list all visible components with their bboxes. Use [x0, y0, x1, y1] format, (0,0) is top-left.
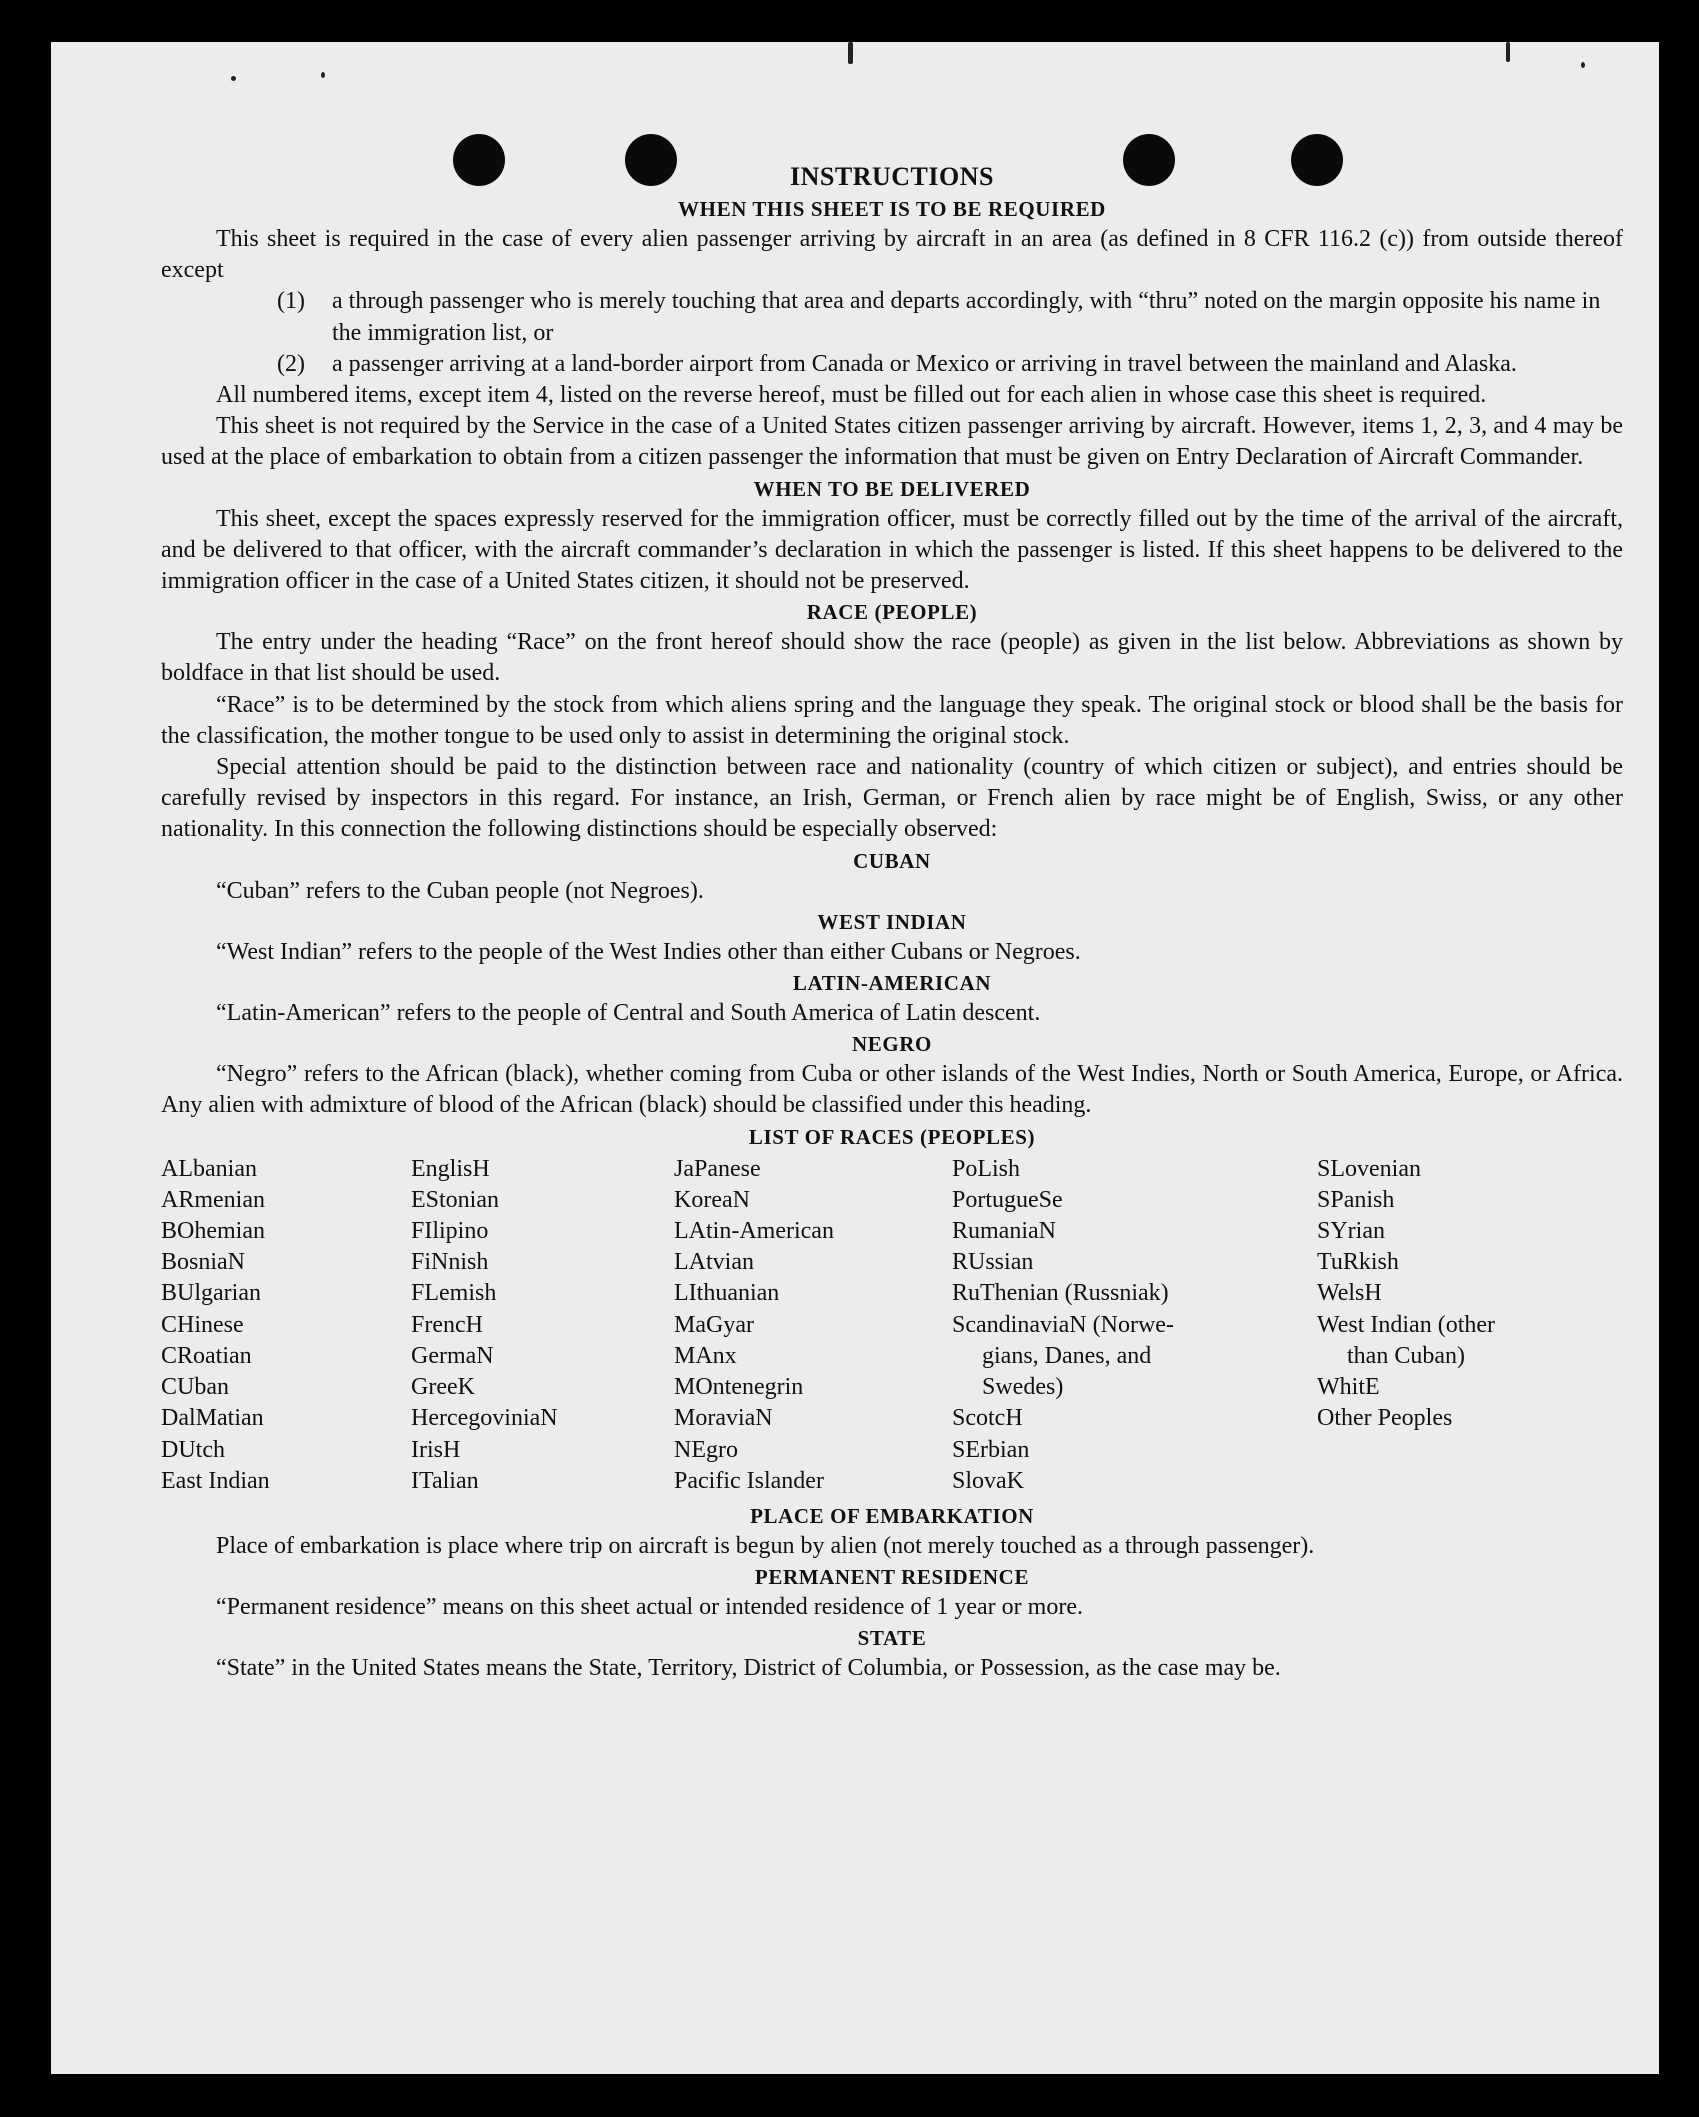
race-item: Other Peoples [1317, 1405, 1453, 1432]
race-item: FLemish [411, 1280, 497, 1307]
race-item: FrencH [411, 1311, 483, 1338]
paragraph: Special attention should be paid to the distinction between race and nationality (country of which citizen or subject), and entries should be carefully revised by inspectors in this regard. For instance, an Irish, German, or French alien by race might be of English, Swiss, or any other nationality. In this connection the following distinctions should be especially observed: [161, 754, 1623, 843]
race-item: NEgro [674, 1436, 738, 1463]
race-item: RumaniaN [952, 1218, 1056, 1245]
race-item: ARmenian [161, 1186, 265, 1213]
instructions-text [161, 160, 1623, 1685]
race-item: than Cuban) [1347, 1342, 1465, 1369]
section-title-required: WHEN THIS SHEET IS TO BE REQUIRED [678, 197, 1106, 221]
paragraph: This sheet is required in the case of every alien passenger arriving by aircraft in an area (as defined in 8 CFR 116.2 (c)) from outside thereof except [161, 226, 1623, 284]
speck [231, 76, 236, 81]
race-item: BUlgarian [161, 1280, 261, 1307]
item-number: (1) [277, 288, 305, 315]
race-item: LAtvian [674, 1249, 754, 1276]
race-item: FiNnish [411, 1249, 489, 1276]
race-item: WhitE [1317, 1374, 1380, 1401]
race-item: GermaN [411, 1342, 494, 1369]
section-title-residence: PERMANENT RESIDENCE [754, 1565, 1030, 1590]
document-page [51, 42, 1659, 2074]
race-item: SLovenian [1317, 1155, 1421, 1182]
paragraph: This sheet is not required by the Service in the case of a United States citizen passenger arriving by aircraft. However, items 1, 2, 3, and 4 may be used at the place of embarkation to obtain from a citizen passenger the information that must be given on Entry Declaration of Aircraft Commander. [161, 413, 1623, 471]
section-title-state: STATE [857, 1626, 927, 1651]
race-item: SlovaK [952, 1467, 1024, 1494]
paragraph: “Cuban” refers to the Cuban people (not Negroes). [216, 877, 704, 904]
race-column [1317, 1154, 1617, 1497]
race-item: SErbian [952, 1436, 1030, 1463]
race-item: BOhemian [161, 1218, 265, 1245]
race-item: PortugueSe [952, 1186, 1063, 1213]
race-item: ScandinaviaN (Norwe- [952, 1311, 1174, 1338]
paragraph: Place of embarkation is place where trip on aircraft is begun by alien (not merely touched as a through passenger). [216, 1532, 1315, 1559]
section-title-negro: NEGRO [851, 1032, 932, 1057]
race-column [952, 1154, 1317, 1497]
race-item: PoLish [952, 1155, 1021, 1182]
race-item: DUtch [161, 1436, 225, 1463]
race-item: Swedes) [982, 1374, 1064, 1401]
race-item: CHinese [161, 1311, 244, 1338]
race-item: ITalian [411, 1467, 479, 1494]
race-item: LIthuanian [674, 1280, 780, 1307]
race-item: RUssian [952, 1249, 1034, 1276]
paragraph: “Latin-American” refers to the people of Central and South America of Latin descent. [216, 1000, 1041, 1027]
race-item: SPanish [1317, 1186, 1395, 1213]
race-item: EStonian [411, 1186, 499, 1213]
race-item: GreeK [411, 1374, 475, 1401]
race-item: RuThenian (Russniak) [952, 1280, 1169, 1307]
race-item: ScotcH [952, 1405, 1023, 1432]
race-item: MAnx [674, 1342, 737, 1369]
section-title-embarkation: PLACE OF EMBARKATION [750, 1503, 1034, 1528]
race-item: MoraviaN [674, 1405, 773, 1432]
race-item: MOntenegrin [674, 1374, 804, 1401]
race-item: TuRkish [1317, 1249, 1399, 1276]
section-title-race: RACE (PEOPLE) [806, 600, 978, 625]
race-item: East Indian [161, 1467, 270, 1494]
paragraph: All numbered items, except item 4, listed on the reverse hereof, must be filled out for each alien in whose case this sheet is required. [216, 382, 1487, 409]
paragraph: “Race” is to be determined by the stock from which aliens spring and the language they speak. The original stock or blood shall be the basis for the classification, the mother tongue to be used only to assist in determining the original stock. [161, 691, 1623, 749]
page-title: INSTRUCTIONS [790, 162, 994, 191]
race-item: JaPanese [674, 1155, 761, 1182]
race-item: SYrian [1317, 1218, 1385, 1245]
section-title-west-indian: WEST INDIAN [817, 909, 967, 934]
paragraph: This sheet, except the spaces expressly reserved for the immigration officer, must be correctly filled out by the time of the arrival of the aircraft, and be delivered to that officer, with the aircraft commander’s declaration in which the passenger is listed. If this sheet happens to be delivered to the immigration officer in the case of a United States citizen, it should not be preserved. [161, 505, 1623, 595]
speck [1581, 62, 1585, 68]
item-text: a passenger arriving at a land-border airport from Canada or Mexico or arriving in travel between the mainland and Alaska. [332, 350, 1517, 377]
race-item: ALbanian [161, 1155, 257, 1182]
race-item: KoreaN [674, 1186, 750, 1213]
race-item: EnglisH [411, 1155, 490, 1182]
race-item: WelsH [1317, 1280, 1382, 1307]
numbered-item [161, 349, 1623, 380]
speck [1506, 42, 1510, 62]
race-item: IrisH [411, 1436, 461, 1463]
race-list [161, 1154, 1623, 1497]
paragraph: “West Indian” refers to the people of the West Indies other than either Cubans or Negroes. [216, 938, 1081, 965]
section-title-list-of-races: LIST OF RACES (PEOPLES) [748, 1124, 1036, 1149]
race-item: MaGyar [674, 1311, 754, 1338]
section-title-cuban: CUBAN [853, 848, 931, 873]
item-number: (2) [277, 350, 305, 377]
race-item: DalMatian [161, 1405, 264, 1432]
race-item: HercegoviniaN [411, 1405, 558, 1432]
race-column [411, 1154, 674, 1497]
race-item: BosniaN [161, 1249, 245, 1276]
section-title-latin-american: LATIN-AMERICAN [792, 971, 992, 996]
numbered-item [161, 286, 1623, 348]
paragraph: “Permanent residence” means on this sheet actual or intended residence of 1 year or more. [216, 1594, 1083, 1621]
race-item: Pacific Islander [674, 1467, 824, 1494]
section-title-delivered: WHEN TO BE DELIVERED [753, 476, 1031, 501]
race-item: LAtin-American [674, 1218, 834, 1245]
speck [321, 72, 325, 78]
paragraph: “State” in the United States means the State, Territory, District of Columbia, or Possession, as the case may be. [216, 1655, 1281, 1682]
paragraph: “Negro” refers to the African (black), whether coming from Cuba or other islands of the West Indies, North or South America, Europe, or Africa. Any alien with admixture of blood of the African (black) should be classified under this heading. [161, 1061, 1623, 1119]
race-item: CUban [161, 1374, 229, 1401]
race-item: West Indian (other [1317, 1311, 1496, 1338]
race-item: FIlipino [411, 1218, 489, 1245]
race-item: gians, Danes, and [982, 1342, 1152, 1369]
speck [848, 42, 853, 64]
paragraph: The entry under the heading “Race” on the front hereof should show the race (people) as given in the list below. Abbreviations as shown by boldface in that list should be used. [161, 629, 1623, 687]
item-text: a through passenger who is merely touching that area and departs accordingly, with “thru” noted on the margin opposite his name in the immigration list, or [332, 288, 1601, 346]
race-column [674, 1154, 952, 1497]
race-column [161, 1154, 411, 1497]
race-item: CRoatian [161, 1342, 252, 1369]
